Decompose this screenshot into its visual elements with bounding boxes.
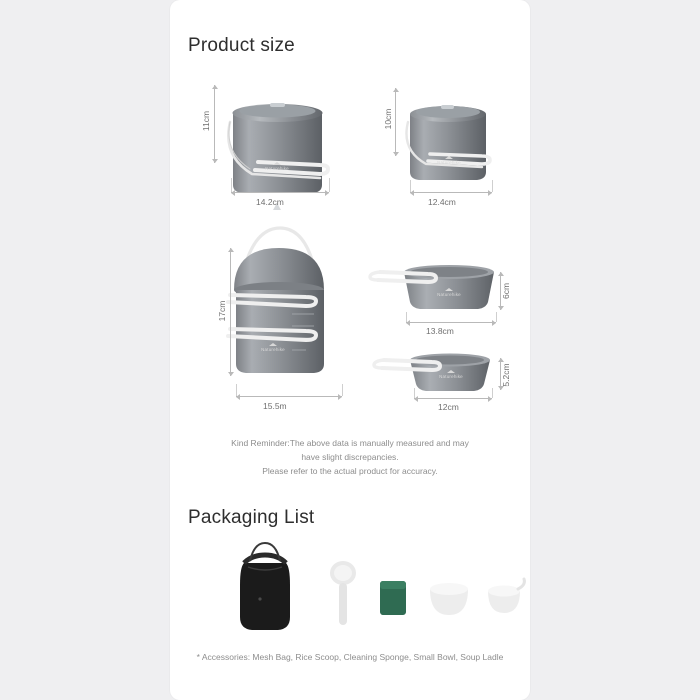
large-pot-height-label: 11cm [201, 110, 211, 132]
tick [342, 384, 343, 396]
large-pot-width-arrow [231, 192, 329, 193]
brand-mark: Naturehike [262, 162, 292, 171]
large-pot-width-label: 14.2cm [256, 197, 284, 207]
small-pan-height-label: 5.2cm [501, 363, 511, 387]
diagram-large-pan [358, 258, 518, 318]
tick [236, 384, 237, 396]
small-pan-width-label: 12cm [438, 402, 459, 412]
brand-mark: Naturehike [258, 343, 288, 352]
nested-set-height-arrow [230, 248, 231, 376]
page-title: Product size [188, 34, 295, 56]
content-sheet [170, 0, 530, 700]
pack-item-soup-ladle [484, 577, 528, 626]
cleaning-sponge-icon [376, 577, 410, 619]
size-reminder [188, 436, 512, 478]
reminder-line-3: Please refer to the actual product for accuracy. [262, 466, 438, 476]
large-pan-height-label: 6cm [501, 282, 511, 300]
pack-item-small-bowl [426, 577, 472, 626]
nested-set-width-arrow [236, 396, 342, 397]
nested-set-height-label: 17cm [217, 300, 227, 322]
medium-pot-height-label: 10cm [383, 108, 393, 130]
reminder-line-2: have slight discrepancies. [301, 452, 399, 462]
large-pot-height-arrow [214, 85, 215, 163]
tick [492, 388, 493, 398]
soup-ladle-icon [484, 577, 528, 621]
tick [329, 178, 330, 192]
brand-mark: Naturehike [436, 370, 466, 379]
medium-pot-height-arrow [395, 88, 396, 156]
packaging-list-title: Packaging List [188, 506, 315, 528]
large-pan-width-arrow [406, 322, 496, 323]
tick [496, 312, 497, 322]
accessories-note: * Accessories: Mesh Bag, Rice Scoop, Cleaning Sponge, Small Bowl, Soup Ladle [196, 652, 504, 662]
tick [406, 312, 407, 322]
packaging-items-row [188, 540, 512, 640]
pack-item-mesh-bag [230, 537, 300, 638]
diagram-large-pot [200, 70, 360, 210]
pack-item-rice-scoop [326, 559, 360, 634]
tick [414, 388, 415, 398]
brand-mark: Naturehike [434, 288, 464, 297]
large-pan-width-label: 13.8cm [426, 326, 454, 336]
brand-mark: Naturehike [434, 156, 464, 165]
mesh-bag-icon [230, 537, 300, 633]
medium-pot-width-arrow [410, 192, 492, 193]
diagram-small-pan [358, 344, 518, 402]
small-bowl-icon [426, 577, 472, 621]
reminder-line-1: Kind Reminder:The above data is manually measured and may [231, 438, 469, 448]
medium-pot-width-label: 12.4cm [428, 197, 456, 207]
tick [492, 180, 493, 192]
large-pot-icon [200, 70, 360, 210]
nested-set-icon [210, 218, 360, 393]
pack-item-cleaning-sponge [376, 577, 410, 624]
tick [231, 178, 232, 192]
rice-scoop-icon [326, 559, 360, 629]
diagram-nested-set [210, 218, 360, 393]
small-pan-width-arrow [414, 398, 492, 399]
nested-set-width-label: 15.5m [263, 401, 287, 411]
tick [410, 180, 411, 192]
